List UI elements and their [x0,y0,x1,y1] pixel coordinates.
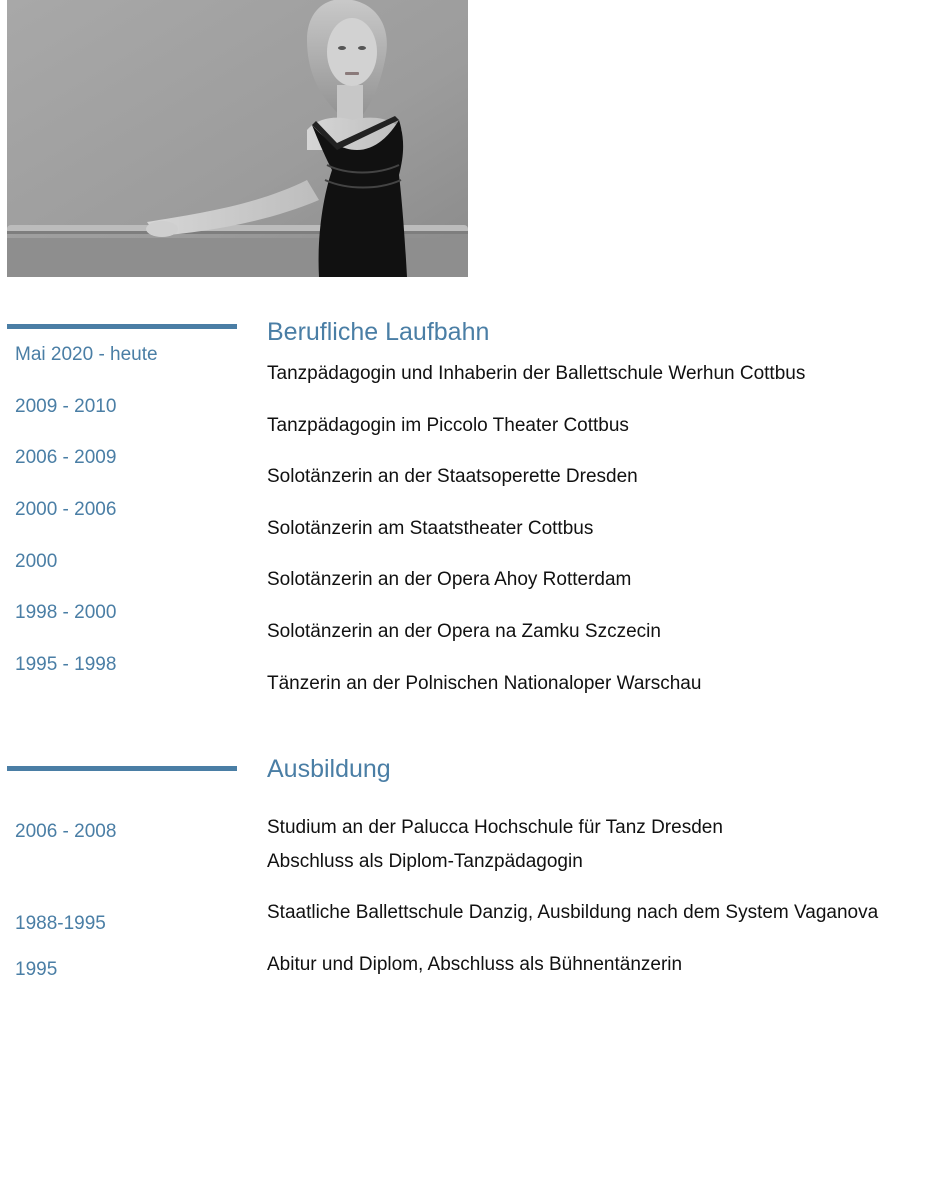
career-date: 2006 - 2009 [15,447,117,468]
career-date: 2000 [15,551,58,572]
career-entry: Tänzerin an der Polnischen Nationaloper Warschau [267,673,702,694]
education-section-rule [7,766,237,771]
career-date: 1995 - 1998 [15,654,117,675]
portrait-image [7,0,468,277]
education-entry: Staatliche Ballettschule Danzig, Ausbildung nach dem System Vaganova [267,902,879,923]
career-entry: Tanzpädagogin und Inhaberin der Ballettschule Werhun Cottbus [267,363,806,384]
career-date: 2000 - 2006 [15,499,117,520]
career-date: 1998 - 2000 [15,602,117,623]
career-section-title: Berufliche Laufbahn [267,318,490,346]
career-entry: Solotänzerin an der Opera na Zamku Szczecin [267,621,661,642]
portrait-photo [7,0,468,277]
career-entry: Tanzpädagogin im Piccolo Theater Cottbus [267,415,629,436]
education-date: 1995 [15,959,58,980]
career-entry: Solotänzerin am Staatstheater Cottbus [267,518,594,539]
education-entry: Abschluss als Diplom-Tanzpädagogin [267,851,583,872]
career-entry: Solotänzerin an der Staatsoperette Dresden [267,466,638,487]
career-section-rule [7,324,237,329]
education-entry: Abitur und Diplom, Abschluss als Bühnentänzerin [267,954,683,975]
career-date: 2009 - 2010 [15,396,117,417]
career-entry: Solotänzerin an der Opera Ahoy Rotterdam [267,569,632,590]
education-date: 1988-1995 [15,913,106,934]
education-entry: Studium an der Palucca Hochschule für Tanz Dresden [267,817,723,838]
education-section-title: Ausbildung [267,755,391,783]
career-date: Mai 2020 - heute [15,344,158,365]
education-date: 2006 - 2008 [15,821,117,842]
